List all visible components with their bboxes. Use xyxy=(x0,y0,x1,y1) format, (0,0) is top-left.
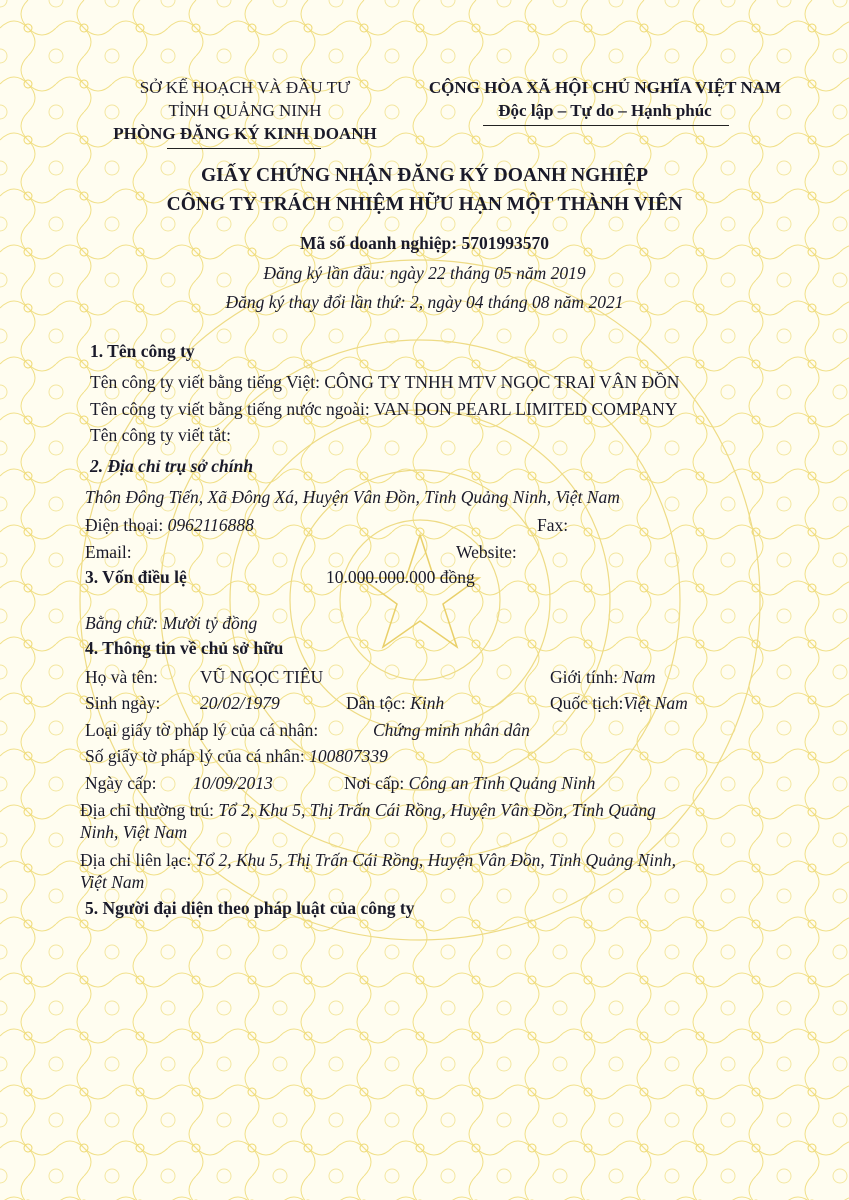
charter-capital-words-label: Bằng chữ: xyxy=(85,613,159,633)
email-label: Email: xyxy=(85,542,132,562)
company-name-vn-value: CÔNG TY TNHH MTV NGỌC TRAI VÂN ĐỒN xyxy=(324,372,680,392)
section5-heading: 5. Người đại diện theo pháp luật của công ty xyxy=(85,898,415,918)
owner-gender xyxy=(550,667,656,688)
owner-contact-value-2: Việt Nam xyxy=(80,872,145,892)
owner-doc-number-value: 100807339 xyxy=(309,746,388,766)
owner-doc-type-value: Chứng minh nhân dân xyxy=(373,720,530,740)
owner-ethnic-label: Dân tộc: xyxy=(346,693,406,713)
owner-issue-place-label: Nơi cấp: xyxy=(344,773,405,793)
national-motto: Độc lập – Tự do – Hạnh phúc xyxy=(498,101,712,120)
change-registration xyxy=(0,292,849,313)
phone xyxy=(85,515,254,536)
website-label: Website: xyxy=(456,542,517,562)
charter-capital-words xyxy=(85,613,257,634)
owner-contact-address xyxy=(80,850,676,871)
owner-gender-label: Giới tính: xyxy=(550,667,619,687)
first-registration-label: Đăng ký lần đầu: xyxy=(263,263,386,283)
owner-nationality-value: Việt Nam xyxy=(623,693,688,713)
national-title: CỘNG HÒA XÃ HỘI CHỦ NGHĨA VIỆT NAM xyxy=(428,78,782,97)
charter-capital-value: 10.000.000.000 đồng xyxy=(326,567,475,587)
issuer-underline xyxy=(167,148,321,149)
section3-heading: 3. Vốn điều lệ xyxy=(85,567,187,587)
owner-permanent-address xyxy=(80,800,656,821)
company-name-vn xyxy=(90,372,679,393)
phone-label: Điện thoại: xyxy=(85,515,164,535)
fax-label: Fax: xyxy=(537,515,569,535)
first-registration xyxy=(0,263,849,284)
issuer-province: TỈNH QUẢNG NINH xyxy=(168,101,322,120)
owner-doc-number-label: Số giấy tờ pháp lý của cá nhân: xyxy=(85,746,305,766)
owner-issue-place xyxy=(344,773,595,794)
company-name-foreign-label: Tên công ty viết bằng tiếng nước ngoài: xyxy=(90,399,370,419)
owner-permanent-value-2: Ninh, Việt Nam xyxy=(80,822,188,842)
owner-permanent-value-1: Tổ 2, Khu 5, Thị Trấn Cái Rồng, Huyện Vân Đồn, Tỉnh Quảng xyxy=(218,800,656,820)
owner-nationality-label: Quốc tịch: xyxy=(550,693,624,713)
first-registration-value: ngày 22 tháng 05 năm 2019 xyxy=(389,263,586,283)
owner-name-value: VŨ NGỌC TIÊU xyxy=(200,667,324,687)
company-type: CÔNG TY TRÁCH NHIỆM HỮU HẠN MỘT THÀNH VIÊN xyxy=(166,194,683,215)
change-registration-value: 2, ngày 04 tháng 08 năm 2021 xyxy=(410,292,624,312)
enterprise-code-label: Mã số doanh nghiệp: xyxy=(300,233,458,253)
enterprise-code xyxy=(0,233,849,254)
change-registration-label: Đăng ký thay đổi lần thứ: xyxy=(225,292,406,312)
head-office-address: Thôn Đông Tiến, Xã Đông Xá, Huyện Vân Đồn, Tỉnh Quảng Ninh, Việt Nam xyxy=(85,487,620,507)
owner-issue-place-value: Công an Tỉnh Quảng Ninh xyxy=(408,773,596,793)
owner-ethnic-value: Kinh xyxy=(410,693,445,713)
issuer-office: PHÒNG ĐĂNG KÝ KINH DOANH xyxy=(113,124,377,143)
owner-contact-label: Địa chỉ liên lạc: xyxy=(80,850,192,870)
motto-underline xyxy=(483,125,729,126)
enterprise-code-value: 5701993570 xyxy=(461,233,549,253)
owner-dob-label: Sinh ngày: xyxy=(85,693,161,713)
phone-value: 0962116888 xyxy=(167,515,254,535)
owner-issue-date-label: Ngày cấp: xyxy=(85,773,157,793)
company-name-short-label: Tên công ty viết tắt: xyxy=(90,425,231,445)
owner-doc-number xyxy=(85,746,388,767)
section4-heading: 4. Thông tin về chủ sở hữu xyxy=(85,638,284,658)
owner-gender-value: Nam xyxy=(622,667,656,687)
owner-name-label: Họ và tên: xyxy=(85,667,158,687)
owner-issue-date-value: 10/09/2013 xyxy=(193,773,273,793)
owner-dob-value: 20/02/1979 xyxy=(200,693,280,713)
company-name-foreign-value: VAN DON PEARL LIMITED COMPANY xyxy=(373,399,678,419)
section2-heading: 2. Địa chỉ trụ sở chính xyxy=(90,456,254,476)
owner-doc-type-label: Loại giấy tờ pháp lý của cá nhân: xyxy=(85,720,319,740)
certificate-title: GIẤY CHỨNG NHẬN ĐĂNG KÝ DOANH NGHIỆP xyxy=(200,165,649,186)
owner-ethnic xyxy=(346,693,444,714)
issuer-department: SỞ KẾ HOẠCH VÀ ĐẦU TƯ xyxy=(139,78,351,97)
charter-capital-words-value: Mười tỷ đồng xyxy=(162,613,258,633)
owner-contact-value-1: Tổ 2, Khu 5, Thị Trấn Cái Rồng, Huyện Vân Đồn, Tỉnh Quảng Ninh, xyxy=(195,850,676,870)
owner-permanent-label: Địa chỉ thường trú: xyxy=(80,800,214,820)
section1-heading: 1. Tên công ty xyxy=(90,341,195,361)
owner-nationality xyxy=(550,693,688,714)
company-name-foreign xyxy=(90,399,677,420)
company-name-vn-label: Tên công ty viết bằng tiếng Việt: xyxy=(90,372,320,392)
